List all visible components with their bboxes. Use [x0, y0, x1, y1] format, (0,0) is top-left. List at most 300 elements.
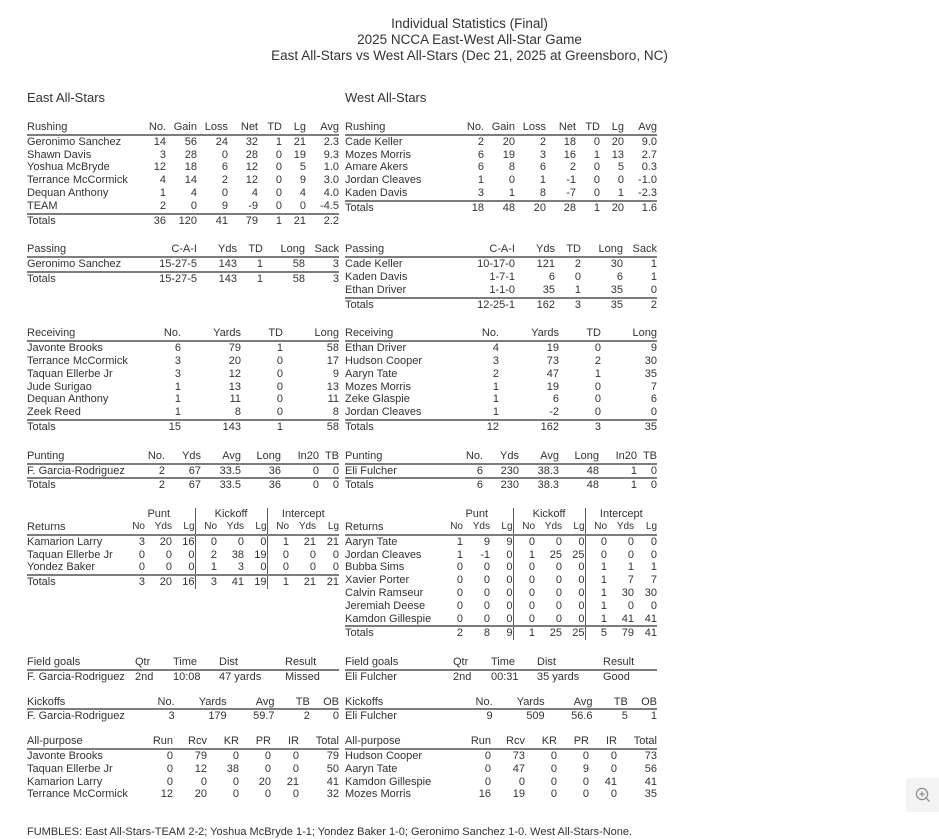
- player-name: [27, 135, 139, 149]
- player-name-text: Totals: [27, 272, 56, 285]
- table-row: [27, 670, 339, 684]
- player-name-text: Aaryn Tate: [345, 535, 398, 548]
- table-label: Receiving: [345, 327, 463, 341]
- stat-cell: 0: [264, 750, 271, 763]
- stat-cell: 6: [616, 270, 623, 283]
- stat-cell: 21: [316, 575, 339, 589]
- stat-cell: 4: [299, 186, 306, 199]
- stat-cell: 0: [562, 587, 585, 600]
- player-name-text: Jeremiah Deese: [345, 599, 426, 612]
- stat-cell: 48: [586, 464, 599, 477]
- stat-cell: 9.3: [323, 148, 339, 161]
- table-row: [345, 464, 657, 479]
- player-name: [345, 149, 457, 162]
- stat-cell: 10-17-0: [477, 258, 515, 271]
- stat-cell: 35: [542, 283, 555, 296]
- east-passing-section: [27, 243, 339, 285]
- stat-cell: 59.7: [253, 710, 275, 723]
- stat-cell: 1: [477, 174, 484, 187]
- stat-cell: 12: [194, 762, 207, 775]
- player-name: [27, 381, 145, 394]
- stat-cell: 21: [289, 575, 316, 589]
- player-name-text: Totals: [27, 420, 56, 433]
- stat-cell: 20: [600, 201, 624, 215]
- stat-cell: 7: [650, 574, 658, 587]
- stat-cell: 16: [478, 788, 491, 801]
- table-row: [345, 549, 657, 562]
- stat-cell: 28: [546, 201, 576, 215]
- stat-cell: 2: [574, 258, 581, 271]
- stat-cell: 0: [555, 561, 563, 574]
- table-label: Returns: [27, 521, 123, 535]
- column-header: Lg: [600, 121, 624, 135]
- stat-cell: 58: [326, 342, 339, 355]
- west-rushing-table: [345, 121, 657, 215]
- table-row: [345, 776, 657, 789]
- east-kickoffs-section: [27, 696, 339, 724]
- column-header: No.: [145, 327, 181, 341]
- stat-cell: 41: [197, 214, 228, 228]
- stat-cell: 143: [197, 272, 237, 286]
- player-name: [27, 161, 139, 174]
- east-all-purpose-table: [27, 735, 339, 801]
- stat-cell: 15-27-5: [139, 272, 197, 286]
- stat-cell: 3: [174, 354, 181, 367]
- stat-cell: 6: [221, 161, 228, 174]
- stat-cell: 0: [637, 478, 657, 492]
- stat-cell: 5: [621, 710, 628, 723]
- player-name-text: Javonte Brooks: [27, 342, 103, 355]
- stat-cell: 0: [200, 775, 207, 788]
- stat-cell: 0: [276, 354, 283, 367]
- stat-cell: 38: [231, 548, 245, 561]
- stat-cell: 19: [244, 575, 267, 589]
- stat-cell: 6: [552, 393, 559, 406]
- table-row: [345, 284, 657, 298]
- stat-cell: 1: [513, 626, 535, 640]
- stat-cell: 21: [303, 535, 317, 548]
- table-row: [27, 381, 339, 394]
- stat-cell: 8: [508, 161, 515, 174]
- player-name-text: Javonte Brooks: [27, 750, 103, 763]
- stat-cell: 48: [559, 478, 599, 492]
- stat-cell: 20: [194, 788, 207, 801]
- table-label: Punting: [345, 450, 451, 464]
- stat-cell: 0: [528, 535, 536, 548]
- player-name: [345, 257, 457, 271]
- west-kickoffs-section: [345, 696, 657, 724]
- player-name: [27, 393, 145, 406]
- stat-cell: 1: [241, 420, 283, 434]
- stat-cell: 0: [610, 750, 617, 763]
- stat-cell: 9: [299, 174, 306, 187]
- stat-cell: 79: [228, 342, 241, 355]
- stat-cell: 0: [550, 762, 557, 775]
- stat-cell: 0: [490, 574, 513, 587]
- player-name: [27, 272, 139, 286]
- stat-cell: 0: [593, 174, 600, 187]
- stat-cell: 25: [562, 549, 585, 562]
- west-punting-section: [345, 450, 657, 492]
- column-header: Lg: [634, 521, 657, 535]
- stat-cell: 0: [555, 612, 563, 625]
- group-header-row: [345, 508, 657, 521]
- stat-cell: 0: [232, 750, 239, 763]
- stat-cell: 0: [244, 535, 267, 549]
- table-row: [345, 587, 657, 600]
- column-header: Avg: [624, 121, 657, 135]
- stat-cell: 3: [332, 258, 339, 271]
- stat-cell: 1: [600, 599, 608, 612]
- table-label: Rushing: [27, 121, 139, 135]
- column-header: PR: [557, 735, 589, 749]
- stat-cell: 35: [581, 298, 623, 312]
- stat-cell: 0: [456, 599, 463, 612]
- stat-cell: 4: [159, 174, 166, 187]
- stat-cell: 1: [174, 380, 181, 393]
- stat-cell: 6: [476, 464, 483, 477]
- stat-cell: 16: [563, 148, 576, 161]
- stat-cell: 8: [463, 626, 490, 640]
- stat-cell: 32: [245, 135, 258, 148]
- stat-cell: 0: [282, 561, 290, 574]
- column-header: IR: [271, 735, 299, 749]
- totals-row: [345, 626, 657, 640]
- column-header: Yards: [181, 327, 241, 341]
- stats-grid: [27, 90, 939, 813]
- stat-cell: 0: [562, 613, 585, 627]
- totals-row: [345, 420, 657, 434]
- player-name-text: Jordan Cleaves: [345, 174, 422, 187]
- player-name-text: Totals: [345, 298, 374, 311]
- stat-cell: 1: [593, 148, 600, 161]
- header-row: [345, 121, 657, 135]
- header-row: [345, 243, 657, 257]
- player-name: [345, 749, 457, 763]
- header-row: [345, 696, 657, 710]
- player-name: [27, 200, 139, 214]
- table-label: Field goals: [27, 656, 135, 670]
- player-name: [345, 298, 457, 312]
- stat-cell: 30: [644, 354, 657, 367]
- stat-cell: 0: [483, 599, 490, 612]
- west-field-goals-section: [345, 656, 657, 684]
- stat-cell: 0: [582, 775, 589, 788]
- column-header: No: [267, 521, 289, 535]
- stat-cell: 00:31: [491, 670, 519, 683]
- table-label: All-purpose: [27, 735, 139, 749]
- stat-cell: 0: [456, 561, 463, 574]
- east-receiving-section: [27, 327, 339, 433]
- player-name-text: Totals: [27, 576, 56, 589]
- west-all-purpose-section: [345, 735, 657, 801]
- stat-cell: 0: [166, 762, 173, 775]
- column-header: TD: [258, 121, 282, 135]
- stat-cell: 5: [299, 161, 306, 174]
- stat-cell: 1: [650, 258, 657, 271]
- player-name-text: Kamdon Gillespie: [345, 612, 432, 625]
- game-info: East All-Stars vs West All-Stars (Dec 21, 2025 at Greensboro, NC): [271, 48, 668, 63]
- player-name-text: Ethan Driver: [345, 342, 407, 355]
- player-name: [345, 381, 463, 394]
- stat-cell: 230: [500, 464, 519, 477]
- stat-cell: 30: [644, 586, 658, 599]
- report-header: [0, 0, 939, 64]
- player-name-text: Dequan Anthony: [27, 186, 109, 199]
- player-name: [27, 187, 139, 200]
- stat-cell: 13: [611, 148, 624, 161]
- player-name: [345, 788, 457, 801]
- stat-cell: 50: [326, 762, 339, 775]
- stat-cell: 36: [139, 214, 166, 228]
- player-name-text: Terrance McCormick: [27, 788, 128, 801]
- table-row: [27, 561, 339, 575]
- column-header: Time: [491, 656, 537, 670]
- stat-cell: 0: [582, 750, 589, 763]
- stat-cell: 0: [138, 548, 145, 561]
- stat-cell: 16: [172, 575, 195, 589]
- stat-cell: 20: [258, 775, 271, 788]
- east-kicking-block: [27, 656, 339, 813]
- west-rushing-section: [345, 121, 657, 215]
- stat-cell: 6: [548, 270, 555, 283]
- stat-cell: 25: [562, 626, 585, 640]
- column-header: TB: [593, 696, 628, 710]
- stat-cell: 143: [218, 258, 237, 271]
- column-header: Total: [299, 735, 339, 749]
- column-header: Gain: [484, 121, 515, 135]
- header-row: [345, 327, 657, 341]
- stat-cell: 2: [569, 161, 576, 174]
- stat-cell: 9: [650, 342, 657, 355]
- stat-cell: 0: [490, 561, 513, 574]
- stat-cell: 0: [456, 574, 463, 587]
- player-name-text: Eli Fulcher: [345, 670, 397, 683]
- table-label: Kickoffs: [345, 696, 457, 710]
- stat-cell: 35 yards: [537, 670, 580, 683]
- header-row: [27, 121, 339, 135]
- column-header: Net: [228, 121, 258, 135]
- column-header: TD: [576, 121, 600, 135]
- column-header: Yds: [145, 521, 172, 535]
- stat-cell: 6: [174, 342, 181, 355]
- table-row: [27, 368, 339, 381]
- table-row: [345, 381, 657, 394]
- stat-cell: 8: [234, 406, 241, 419]
- player-name-text: Zeke Glaspie: [345, 393, 410, 406]
- stat-cell: 5: [617, 161, 624, 174]
- player-name-text: Totals: [345, 201, 374, 214]
- player-name-text: Hudson Cooper: [345, 354, 423, 367]
- stat-cell: 0: [456, 612, 463, 625]
- east-all-purpose-section: [27, 735, 339, 801]
- player-name: [345, 626, 441, 640]
- column-header: TD: [555, 243, 581, 257]
- stat-cell: 0: [594, 342, 601, 355]
- column-header: No.: [139, 121, 166, 135]
- stat-cell: 1: [599, 478, 637, 492]
- stat-cell: 79: [194, 750, 207, 763]
- column-header: Avg: [545, 696, 593, 710]
- stat-cell: 1: [276, 342, 283, 355]
- stat-cell: 41: [326, 775, 339, 788]
- column-header: Yds: [607, 521, 634, 535]
- column-header: Long: [263, 243, 305, 257]
- stat-cell: 2: [623, 298, 657, 312]
- east-rushing-table: [27, 121, 339, 227]
- table-label: Passing: [27, 243, 139, 257]
- player-name: [27, 368, 145, 381]
- stat-cell: 0: [650, 283, 657, 296]
- group-header: Kickoff: [195, 508, 267, 521]
- player-name-text: Totals: [345, 420, 374, 433]
- stat-cell: 1: [576, 201, 600, 215]
- player-name-text: Totals: [27, 214, 56, 227]
- stat-cell: 21: [282, 214, 306, 228]
- stat-cell: 0: [312, 464, 319, 477]
- stat-cell: 36: [268, 464, 281, 477]
- stat-cell: 1: [630, 464, 637, 477]
- column-header: PR: [239, 735, 271, 749]
- table-row: [27, 709, 339, 723]
- zoom-in-button[interactable]: [914, 786, 932, 804]
- stat-cell: 0: [276, 393, 283, 406]
- stat-cell: 0: [555, 586, 563, 599]
- stat-cell: 0: [650, 535, 658, 548]
- player-name: [345, 587, 441, 600]
- stat-cell: 0: [610, 788, 617, 801]
- stat-cell: 0: [627, 599, 635, 612]
- stat-cell: 0: [550, 775, 557, 788]
- stat-cell: 41: [604, 775, 617, 788]
- column-header: C-A-I: [139, 243, 197, 257]
- stat-cell: 73: [546, 354, 559, 367]
- stat-cell: 33.5: [201, 478, 241, 492]
- stat-cell: 0: [172, 549, 195, 562]
- stat-cell: 13: [326, 380, 339, 393]
- stat-cell: 38.3: [537, 464, 559, 477]
- column-header: Long: [601, 327, 657, 341]
- stat-cell: 121: [536, 258, 555, 271]
- stat-cell: 1: [237, 272, 263, 286]
- player-name-text: Taquan Ellerbe Jr: [27, 548, 113, 561]
- table-row: [345, 187, 657, 201]
- column-header: Yds: [197, 243, 237, 257]
- stat-cell: 2: [159, 199, 166, 212]
- east-field-goals-table: [27, 656, 339, 684]
- stat-cell: 0: [484, 762, 491, 775]
- column-header: In20: [599, 450, 637, 464]
- player-name: [345, 763, 457, 776]
- stat-cell: 16: [172, 535, 195, 549]
- fumbles-note: FUMBLES: East All-Stars-TEAM 2-2; Yoshua McBryde 1-1; Yondez Baker 1-0; Geronimo Sanchez 1-0. West All-Stars-None.: [27, 826, 633, 839]
- stat-cell: 0: [562, 561, 585, 574]
- stat-cell: 1: [456, 548, 463, 561]
- west-passing-table: [345, 243, 657, 311]
- player-name: [345, 600, 441, 613]
- column-header: No.: [457, 696, 492, 710]
- west-passing-section: [345, 243, 657, 311]
- table-label: Passing: [345, 243, 457, 257]
- column-header: Yards: [175, 696, 227, 710]
- table-label: Kickoffs: [27, 696, 139, 710]
- column-header: Long: [559, 450, 599, 464]
- stat-cell: 0: [332, 464, 339, 477]
- stat-cell: 3: [559, 420, 601, 434]
- stat-cell: 0: [237, 535, 245, 548]
- player-name-text: Ethan Driver: [345, 283, 407, 296]
- stat-cell: 56: [644, 762, 657, 775]
- stat-cell: 41: [644, 612, 658, 625]
- stat-cell: 0: [299, 199, 306, 212]
- stat-cell: 1: [256, 258, 263, 271]
- stat-cell: 3: [477, 186, 484, 199]
- player-name-text: Totals: [27, 479, 56, 492]
- stat-cell: 19: [502, 148, 515, 161]
- player-name: [27, 749, 139, 763]
- stat-cell: 48: [484, 201, 515, 215]
- stat-cell: 32: [326, 788, 339, 801]
- stat-cell: 0: [276, 406, 283, 419]
- column-header: Result: [285, 656, 339, 670]
- stat-cell: 0: [275, 199, 282, 212]
- stat-cell: 20: [145, 575, 172, 589]
- player-name: [27, 670, 135, 684]
- player-name-text: Kamarion Larry: [27, 535, 103, 548]
- stat-cell: 0: [190, 199, 197, 212]
- column-header: TB: [319, 450, 339, 464]
- stat-cell: 0: [166, 750, 173, 763]
- east-field-goals-section: [27, 656, 339, 684]
- table-row: [27, 535, 339, 549]
- stat-cell: 1.0: [323, 161, 339, 174]
- stat-cell: 2nd: [135, 670, 154, 683]
- stat-cell: 5: [585, 626, 607, 640]
- column-header: Lg: [244, 521, 267, 535]
- table-row: [345, 257, 657, 271]
- player-name: [345, 574, 441, 587]
- stat-cell: 0: [490, 587, 513, 600]
- player-name: [345, 174, 457, 187]
- column-header: KR: [525, 735, 557, 749]
- stat-cell: 30: [610, 258, 623, 271]
- column-header: Lg: [172, 521, 195, 535]
- stat-cell: Good: [603, 670, 630, 683]
- column-header: Qtr: [453, 656, 491, 670]
- table-row: [345, 393, 657, 406]
- player-name-text: Aaryn Tate: [345, 367, 398, 380]
- column-header: No.: [133, 450, 165, 464]
- stat-cell: 2.7: [641, 148, 657, 161]
- table-row: [27, 788, 339, 801]
- player-name: [345, 420, 463, 434]
- column-header: Yds: [165, 450, 201, 464]
- group-header: Intercept: [281, 508, 325, 521]
- stat-cell: 56.6: [571, 710, 593, 723]
- stat-cell: 67: [165, 478, 201, 492]
- player-name-text: Kaden Davis: [345, 270, 408, 283]
- player-name: [27, 149, 139, 162]
- column-header: Yds: [515, 243, 555, 257]
- stat-cell: 6: [650, 393, 657, 406]
- stat-cell: 0: [594, 393, 601, 406]
- stat-cell: 25: [549, 548, 563, 561]
- column-header: No.: [451, 450, 483, 464]
- column-header: Lg: [282, 121, 306, 135]
- stat-cell: 2: [477, 135, 484, 148]
- table-row: [27, 763, 339, 776]
- stat-cell: 8: [332, 406, 339, 419]
